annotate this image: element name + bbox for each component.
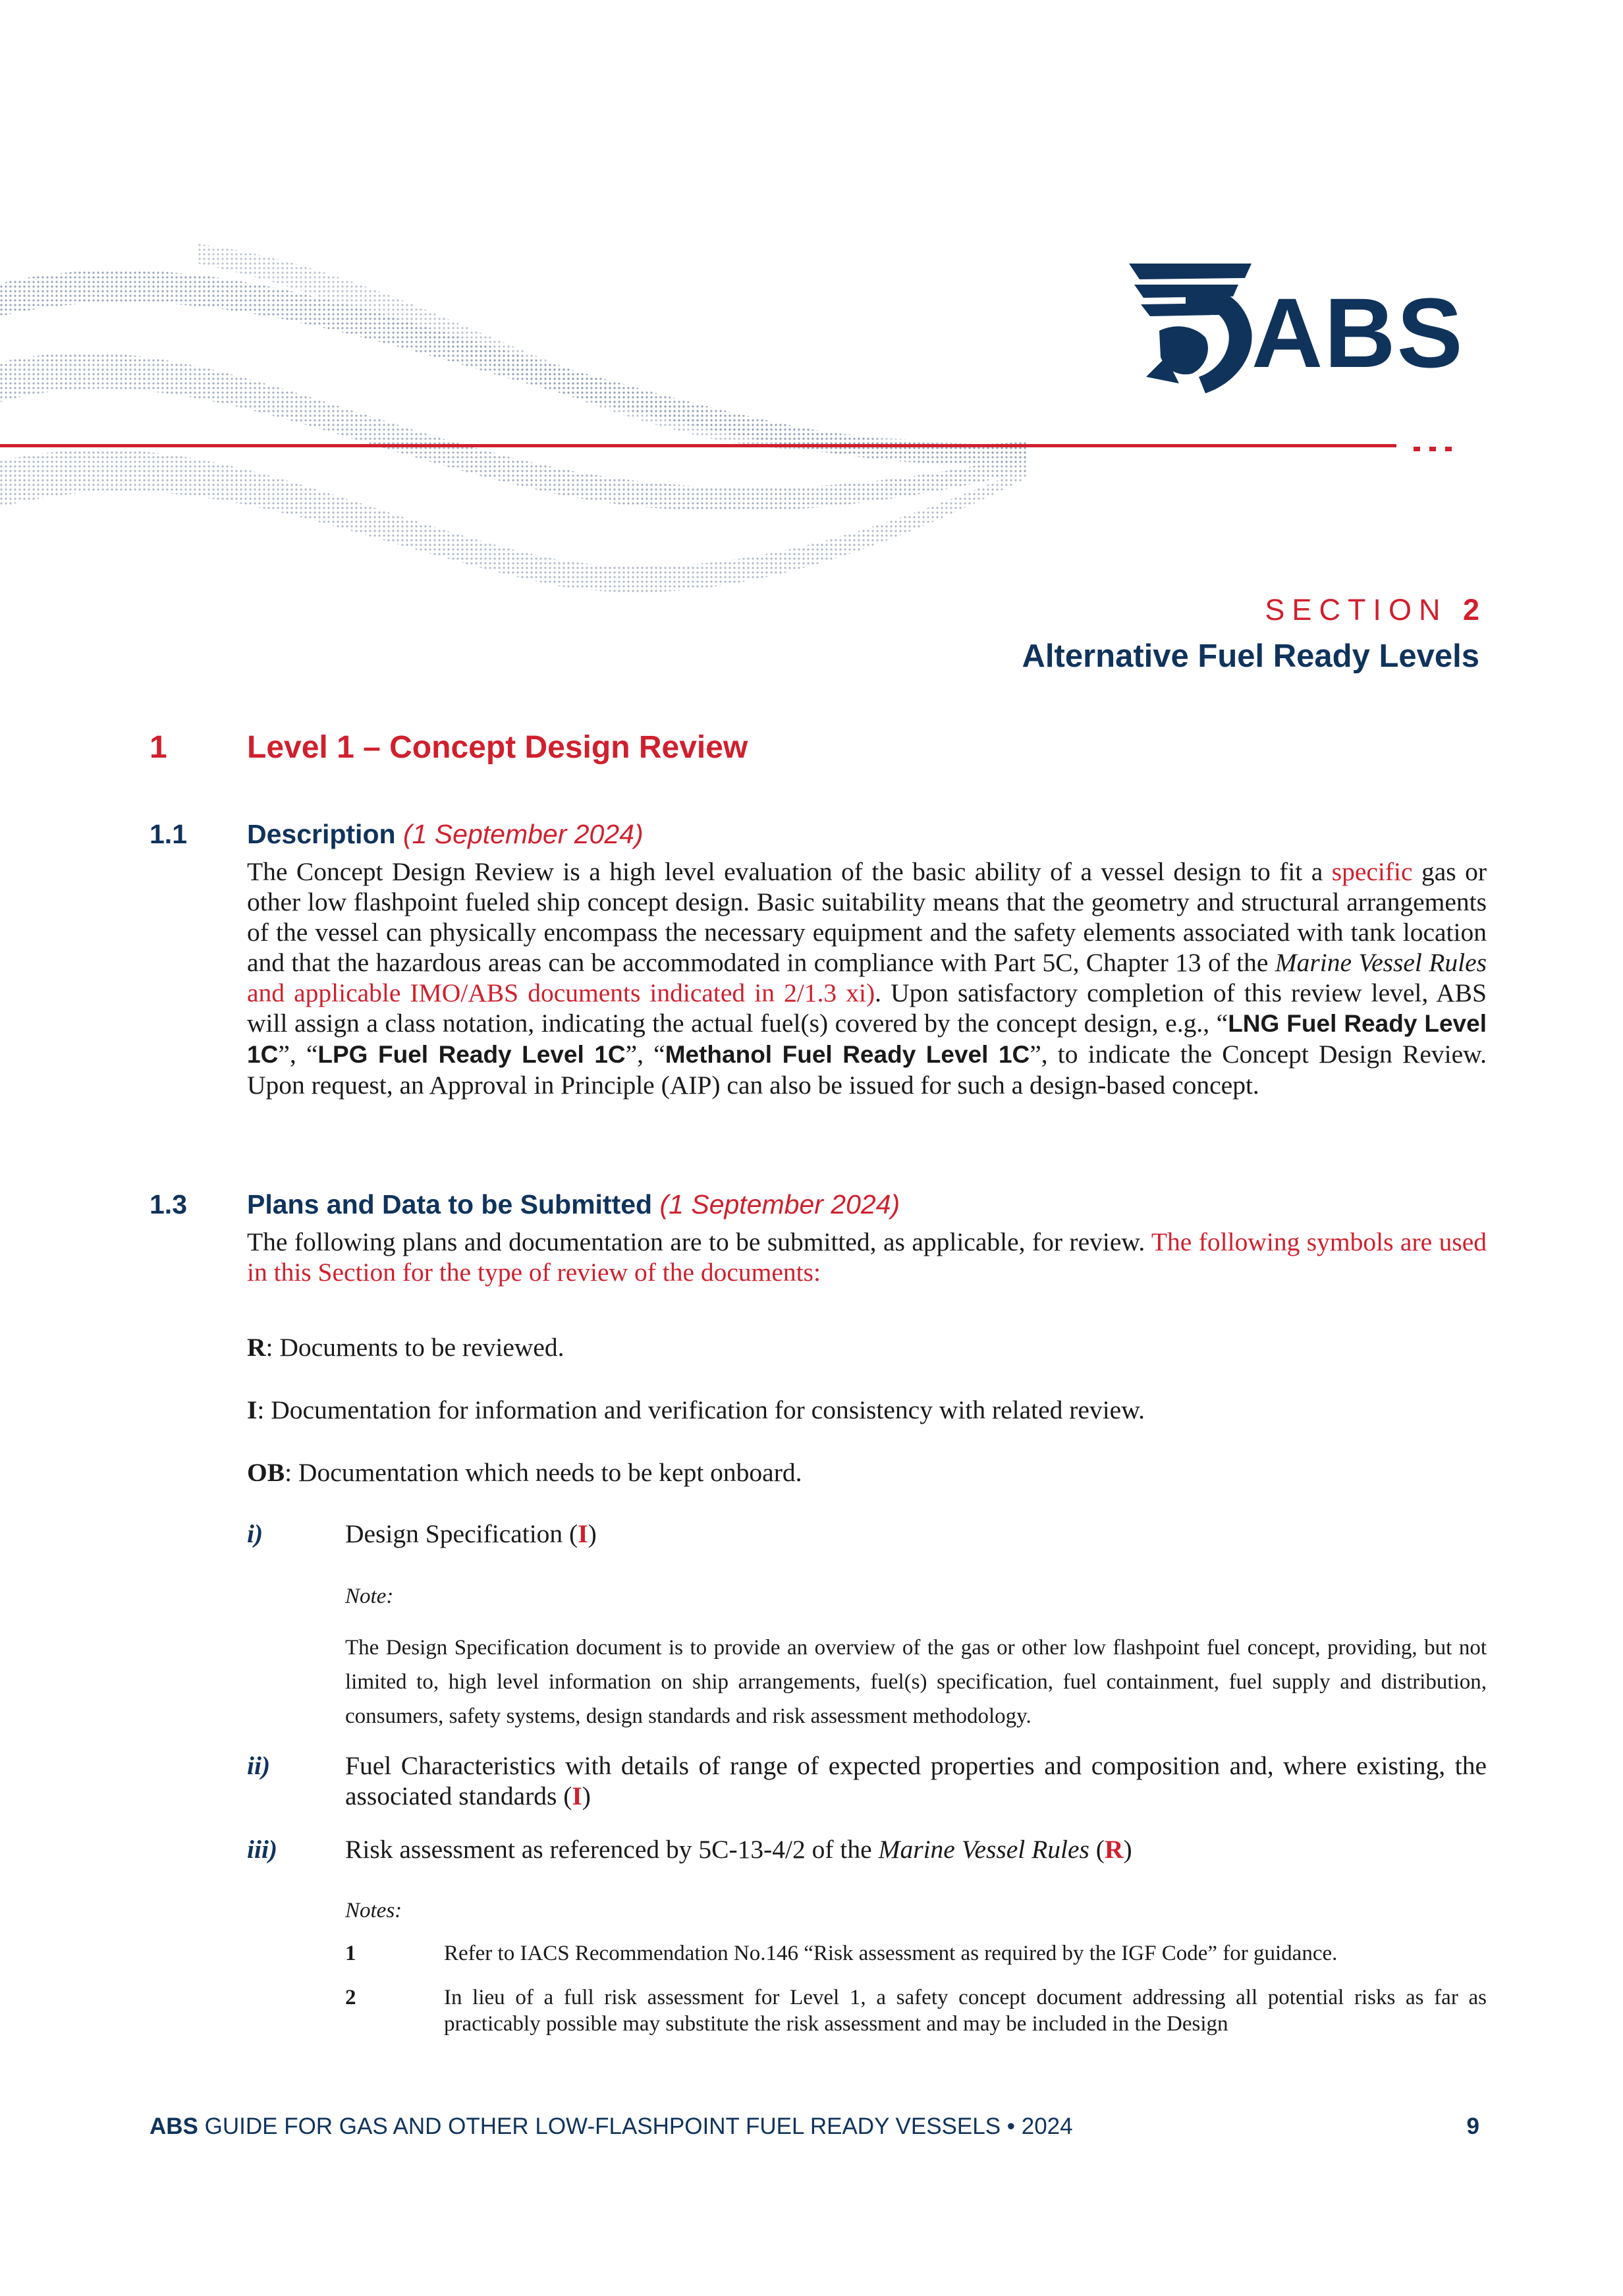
desc-sep-2: ”, “ [625, 1040, 665, 1069]
heading-1-3-title [247, 1191, 900, 1218]
abs-logo-text: ABS [1252, 277, 1464, 388]
symbol-i [247, 1395, 1145, 1425]
symbol-ob [247, 1457, 802, 1488]
page-number: 9 [1466, 2114, 1479, 2139]
list-item-fuel-characteristics [345, 1750, 1487, 1811]
symbol-ob-key: OB [247, 1458, 285, 1487]
item-text: Design Specification ( [345, 1519, 578, 1548]
plans-intro-paragraph [247, 1227, 1487, 1287]
item-close: ) [588, 1519, 597, 1548]
symbol-i-text: : Documentation for information and verification for consistency with related review. [257, 1395, 1145, 1424]
note-item: Refer to IACS Recommendation No.146 “Risk assessment as required by the IGF Code” for guidance. [444, 1942, 1338, 1965]
review-code: I [572, 1781, 582, 1810]
section-word: SECTION [1265, 593, 1448, 627]
symbol-ob-text: : Documentation which needs to be kept onboard. [285, 1458, 802, 1487]
review-code: I [578, 1519, 588, 1548]
description-paragraph [247, 856, 1487, 1100]
heading-1-3-date: (1 September 2024) [659, 1189, 900, 1219]
notation-lng: LNG Fuel Ready Level 1C [247, 1010, 1487, 1068]
review-code: R [1104, 1835, 1124, 1864]
plans-intro-text: The following plans and documentation are to be submitted, as applicable, for review. [247, 1227, 1151, 1256]
heading-1-1-title [247, 821, 644, 848]
notation-methanol: Methanol Fuel Ready Level 1C [665, 1041, 1030, 1068]
section-title: Alternative Fuel Ready Levels [1022, 638, 1479, 674]
footer-brand: ABS [150, 2114, 198, 2139]
symbol-r-text: : Documents to be reviewed. [265, 1333, 564, 1362]
desc-text-7: ”, to indicate the Concept Design Review. Upon request, an Approval in Principle (AIP) can also be issued for such a design-based concept. [247, 1040, 1487, 1100]
heading-1-number: 1 [150, 730, 167, 765]
list-item-number: ii) [247, 1751, 271, 1780]
header-rule-dots [1414, 443, 1461, 455]
item-text-2: ( [1089, 1835, 1105, 1864]
section-label [1265, 595, 1479, 625]
header-rule [0, 444, 1396, 447]
item-italic-rules: Marine Vessel Rules [878, 1835, 1089, 1864]
desc-text-1: The Concept Design Review is a high level evaluation of the basic ability of a vessel design to fit a [247, 857, 1323, 886]
item-text: Fuel Characteristics with details of range of expected properties and composition and, where existing, the associated standards ( [345, 1751, 1487, 1810]
item-close: ) [582, 1781, 591, 1810]
plans-intro-red: The following symbols are used in this Section for the type of review of the documents: [247, 1227, 1487, 1287]
list-item-number: i) [247, 1519, 263, 1548]
desc-text-6: . Upon satisfactory completion of this review level, ABS will assign a class notation, indicating the actual fuel(s) covered by the concept design, e.g., “ [247, 978, 1487, 1038]
list-item-number: iii) [247, 1835, 278, 1864]
item-text: Risk assessment as referenced by 5C-13-4/2 of the [345, 1835, 879, 1864]
list-item-design-spec [345, 1519, 1487, 1549]
note-number: 2 [345, 1986, 356, 2009]
desc-text-5: and applicable IMO/ABS documents indicated in 2/1.3 xi) [247, 978, 875, 1007]
heading-1-title: Level 1 – Concept Design Review [247, 730, 748, 765]
desc-text-3: gas or other low flashpoint fueled ship concept design. Basic suitability means that the geometry and structural arrangements of the vessel can physically encompass the necessary equipment and the safety elements associated with tank location and that the hazardous areas can be accommodated in compliance with Part 5C, Chapter 13 of the [247, 857, 1487, 977]
list-item-risk-assessment [345, 1834, 1487, 1864]
notes-label: Notes: [345, 1899, 402, 1922]
desc-text-2: specific [1331, 857, 1413, 886]
note-number: 1 [345, 1942, 356, 1965]
heading-1-1-date: (1 September 2024) [402, 819, 644, 849]
note-item: In lieu of a full risk assessment for Level 1, a safety concept document addressing all potential risks as far as practicably possible may substitute the risk assessment and may be included in the Design [444, 1986, 1487, 2036]
item-close: ) [1123, 1835, 1132, 1864]
decorative-wave-graphic [0, 244, 1028, 613]
heading-1-1-number: 1.1 [150, 819, 187, 849]
note-text: The Design Specification document is to provide an overview of the gas or other low flashpoint fuel concept, providing, but not limited to, high level information on ship arrangements, fuel(s) specification, fuel containment, fuel supply and distribution, consumers, safety systems, design standards and risk assessment methodology. [345, 1636, 1487, 1728]
footer-title: GUIDE FOR GAS AND OTHER LOW-FLASHPOINT FUEL READY VESSELS • 2024 [198, 2114, 1073, 2139]
notation-lpg: LPG Fuel Ready Level 1C [317, 1041, 626, 1068]
desc-sep-1: ”, “ [278, 1040, 318, 1069]
heading-1-3-text: Plans and Data to be Submitted [247, 1189, 653, 1219]
symbol-i-key: I [247, 1395, 258, 1424]
desc-italic-rules: Marine Vessel Rules [1275, 948, 1487, 977]
symbol-r-key: R [247, 1333, 266, 1362]
note-label: Note: [345, 1584, 394, 1608]
heading-1-1-text: Description [247, 819, 396, 849]
section-number: 2 [1462, 593, 1479, 627]
heading-1-3-number: 1.3 [150, 1189, 187, 1219]
symbol-r [247, 1332, 564, 1362]
page-footer [150, 2115, 1073, 2138]
